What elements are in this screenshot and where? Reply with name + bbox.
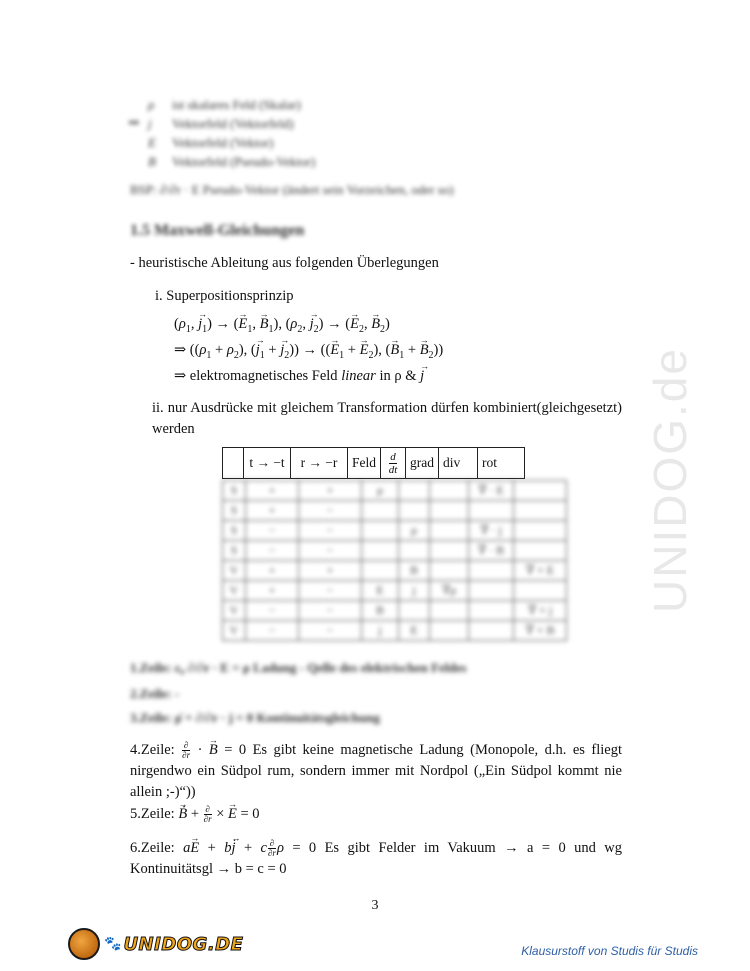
table-cell: S <box>223 481 246 501</box>
blurred-definitions <box>128 95 548 171</box>
paw-icon: 🐾 <box>104 936 122 952</box>
section-title: 1.5 Maxwell-Gleichungen <box>130 222 305 239</box>
table-cell: S <box>223 541 246 561</box>
table-cell: ∇ × j <box>514 601 567 621</box>
table-cell <box>362 561 399 581</box>
transformation-table-header <box>222 447 525 479</box>
table-row <box>223 481 567 501</box>
table-cell: ∇ · E <box>469 481 514 501</box>
table-row <box>223 541 567 561</box>
table-cell <box>514 541 567 561</box>
table-cell: ∇ × E <box>514 561 567 581</box>
table-cell <box>399 501 430 521</box>
watermark <box>640 270 700 690</box>
item-i-label: i. Superpositionsprinzip <box>155 288 294 304</box>
table-cell <box>514 521 567 541</box>
table-header-cell: $\frac{d}{dt}$ <box>381 448 406 479</box>
table-cell: j <box>362 621 399 641</box>
table-cell: − <box>246 621 299 641</box>
table-cell <box>399 541 430 561</box>
table-row <box>223 521 567 541</box>
table-cell: + <box>299 481 362 501</box>
zeile-4: 4.Zeile: $\frac{\partial}{\partial r}$ · → B = 0 Es gibt keine magnetische Ladung (Monopole, d.h. es fliegt nirgendwo ein Südpol rum, sondern immer mit Nordpol („Ein Südpol kommt nie allein ;-)“)) <box>130 740 622 803</box>
zeile-1-blurred: 1.Zeile: ε₀ ∂/∂r · E = ρ Ladung - Qelle des elektrischen Feldes <box>130 660 467 675</box>
definition-row: ⇒ j Vektorfeld (Vektorfeld) <box>128 116 294 131</box>
table-cell: E <box>362 581 399 601</box>
table-cell <box>469 501 514 521</box>
table-cell: ∇ · B <box>469 541 514 561</box>
table-cell: S <box>223 521 246 541</box>
transformation-table-body <box>222 480 567 641</box>
table-row <box>223 621 567 641</box>
table-cell: ρ <box>362 481 399 501</box>
zeile-5: 5.Zeile: → Ḃ + $\frac{\partial}{\partial r}$ × → E = 0 <box>130 804 622 825</box>
unidog-logo <box>68 928 243 960</box>
table-cell: + <box>246 481 299 501</box>
table-cell <box>399 481 430 501</box>
table-row <box>223 501 567 521</box>
table-header-cell <box>223 448 244 479</box>
table-header-cell: Feld <box>348 448 381 479</box>
table-cell: ρ <box>399 521 430 541</box>
table-cell: V <box>223 621 246 641</box>
table-cell <box>430 601 469 621</box>
table-cell <box>362 521 399 541</box>
table-cell: S <box>223 501 246 521</box>
linearity-conclusion: ⇒ elektromagnetisches Feld linear in ρ & → j <box>174 366 424 386</box>
table-cell <box>469 581 514 601</box>
table-header-cell: rot <box>478 448 525 479</box>
zeile-6: 6.Zeile: a→ E + b→ j̇ + c $\frac{\partial}{\partial r}$ ρ = 0 Es gibt Felder im Vakuum → a = 0 und wg Kontinuitätsgl → b = c = 0 <box>130 838 622 880</box>
logo-text: UNIDOG.DE <box>123 933 244 955</box>
table-header-cell: t → −t <box>244 448 291 479</box>
table-cell: − <box>246 521 299 541</box>
table-cell: − <box>299 581 362 601</box>
table-cell <box>430 521 469 541</box>
table-cell <box>430 541 469 561</box>
table-cell <box>430 561 469 581</box>
table-header-cell: div <box>439 448 478 479</box>
table-cell: B <box>399 561 430 581</box>
table-cell <box>514 581 567 601</box>
page-number: 3 <box>371 898 379 913</box>
table-header-cell: grad <box>406 448 439 479</box>
table-cell <box>469 621 514 641</box>
table-cell: B <box>362 601 399 621</box>
table-cell: V <box>223 581 246 601</box>
table-cell: + <box>246 501 299 521</box>
table-cell <box>430 501 469 521</box>
table-cell <box>469 601 514 621</box>
table-cell: − <box>299 601 362 621</box>
table-cell: ∇ × B <box>514 621 567 641</box>
table-cell: − <box>299 501 362 521</box>
table-cell: − <box>246 601 299 621</box>
table-cell <box>430 481 469 501</box>
intro-text: - heuristische Ableitung aus folgenden Überlegungen <box>130 255 439 271</box>
table-cell <box>514 501 567 521</box>
table-header-cell: r → −r <box>291 448 348 479</box>
table-cell: − <box>299 541 362 561</box>
table-cell: E <box>399 621 430 641</box>
table-cell <box>469 561 514 581</box>
superposition-equation-2: ⇒ ($(\rho_1 + \rho_2)$, (→ $j_1$ + → $j_2$)) → ((→ $E_1$ + → $E_2$), (→ $B_1$ + → $B_2$)) <box>174 340 443 366</box>
definition-row: E Vektorfeld (Vektor) <box>148 135 274 150</box>
blurred-example: BSP: ∂/∂r · E Pseudo-Vektor (ändert sein Vorzeichen, oder so) <box>130 182 454 197</box>
watermark-text: UNIDOG.de <box>644 347 697 613</box>
table-cell <box>514 481 567 501</box>
table-cell: V <box>223 601 246 621</box>
footer-tagline: Klausurstoff von Studis für Studis <box>521 944 698 958</box>
definition-row: B Vektorfeld (Pseudo-Vektor) <box>148 154 316 169</box>
table-cell: + <box>246 561 299 581</box>
table-cell <box>430 621 469 641</box>
table-cell <box>362 501 399 521</box>
table-cell: ∇ · j <box>469 521 514 541</box>
table-cell: + <box>246 581 299 601</box>
table-cell <box>362 541 399 561</box>
table-cell: − <box>299 621 362 641</box>
table-cell: j <box>399 581 430 601</box>
table-row <box>223 601 567 621</box>
superposition-equation-1: ($\rho_1$, → $j_1$) → (→ $E_1$, → $B_1$), ($\rho_2$, → $j_2$) → (→ $E_2$, → $B_2$) <box>174 314 390 340</box>
table-cell: + <box>299 561 362 581</box>
zeile-2-blurred: 2.Zeile: - <box>130 686 180 701</box>
dog-mascot-icon <box>68 928 100 960</box>
zeile-3-blurred: 3.Zeile: ρ̇ + ∂/∂r · j = 0 Kontinuitätsgleichung <box>130 710 380 725</box>
table-cell: − <box>299 521 362 541</box>
table-row <box>223 581 567 601</box>
table-cell: − <box>246 541 299 561</box>
table-cell: V <box>223 561 246 581</box>
item-ii-text: ii. nur Ausdrücke mit gleichem Transformation dürfen kombiniert(gleichgesetzt) werden <box>152 400 622 437</box>
table-cell: ∇ρ <box>430 581 469 601</box>
table-cell <box>399 601 430 621</box>
definition-row: ρ ist skalares Feld (Skalar) <box>148 97 301 112</box>
table-row <box>223 561 567 581</box>
